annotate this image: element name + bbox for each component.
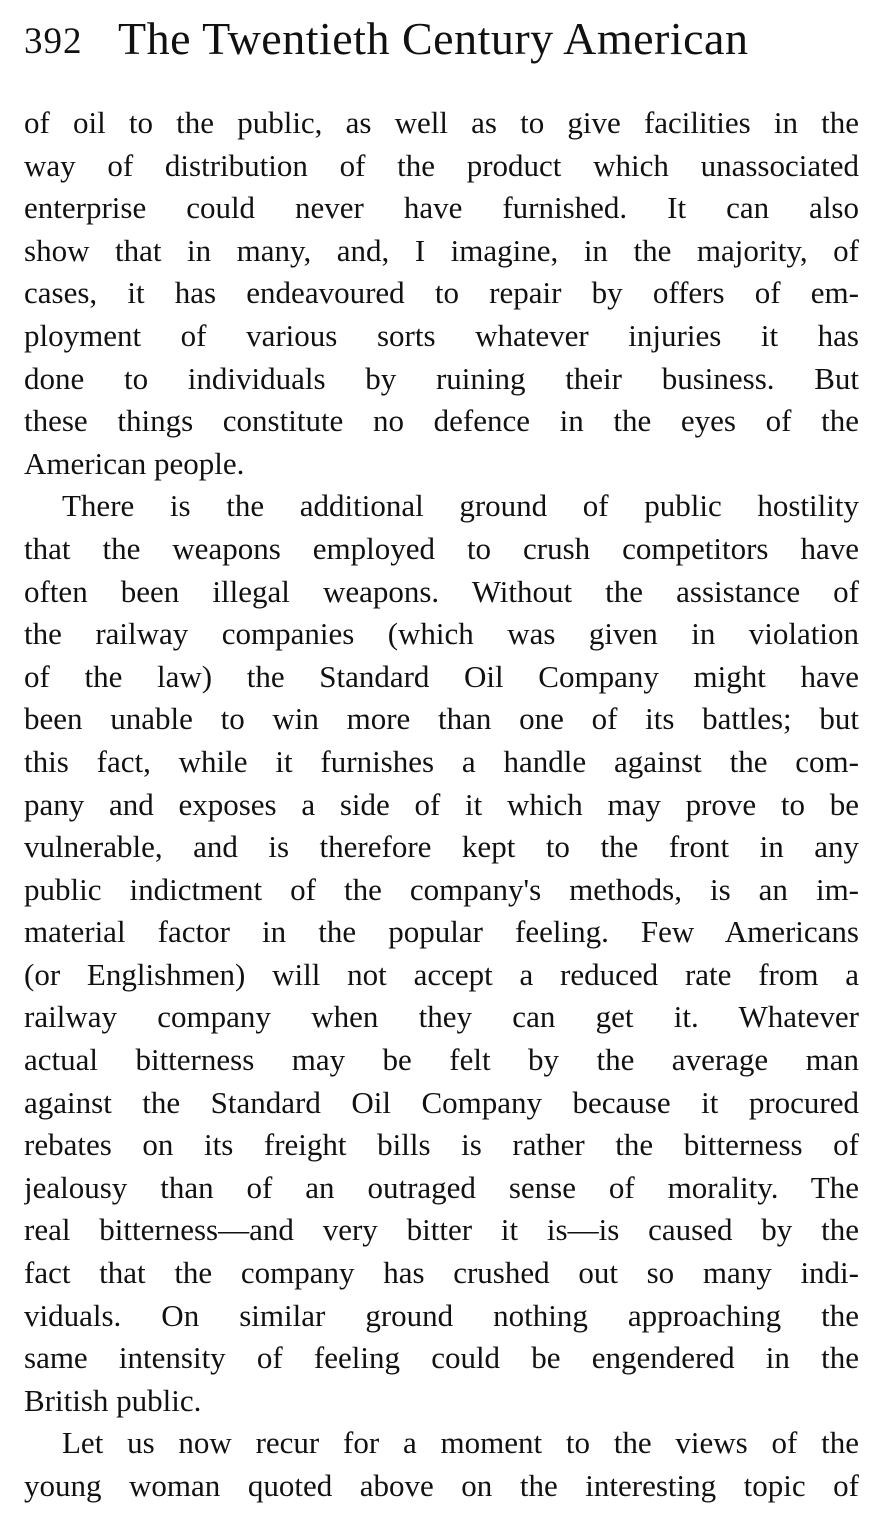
text-line: jealousy than of an outraged sense of morality. The [24, 1169, 859, 1205]
text-line: viduals. On similar ground nothing approaching the [24, 1297, 859, 1333]
running-head: The Twentieth Century American [118, 13, 749, 64]
text-line: against the Standard Oil Company because it procured [24, 1084, 859, 1120]
text-line: often been illegal weapons. Without the assistance of [24, 573, 859, 609]
text-line: same intensity of feeling could be engendered in the [24, 1340, 859, 1376]
text-line: pany and exposes a side of it which may prove to be [24, 786, 859, 822]
text-line: ployment of various sorts whatever injuries it has [24, 317, 859, 353]
text-line: this fact, while it furnishes a handle against the com- [24, 743, 859, 779]
text-line: been unable to win more than one of its battles; but [24, 701, 859, 737]
text-line: enterprise could never have furnished. It can also [24, 190, 859, 226]
text-line: cases, it has endeavoured to repair by offers of em- [24, 275, 859, 311]
text-line: these things constitute no defence in the eyes of the [24, 403, 859, 439]
page-header [24, 8, 859, 68]
text-line: actual bitterness may be felt by the average man [24, 1042, 859, 1078]
body-text [24, 102, 859, 1508]
text-line: British public. [24, 1382, 202, 1418]
text-line: of oil to the public, as well as to give facilities in the [24, 105, 859, 140]
text-line: (or Englishmen) will not accept a reduced rate from a [24, 956, 859, 992]
text-line: real bitterness—and very bitter it is—is caused by the [24, 1212, 859, 1248]
text-line: rebates on its freight bills is rather the bitterness of [24, 1127, 859, 1163]
paragraph-first-line: There is the additional ground of public hostility [62, 488, 859, 524]
text-line: young woman quoted above on the interesting topic of [24, 1468, 859, 1503]
text-line: that the weapons employed to crush competitors have [24, 530, 859, 566]
text-line: vulnerable, and is therefore kept to the front in any [24, 829, 859, 865]
paragraph-first-line: Let us now recur for a moment to the views of the [62, 1425, 859, 1461]
text-line: show that in many, and, I imagine, in the majority, of [24, 232, 859, 268]
text-line: fact that the company has crushed out so many indi- [24, 1255, 859, 1291]
text-line: American people. [24, 445, 245, 481]
text-line: the railway companies (which was given in violation [24, 616, 859, 652]
text-line: of the law) the Standard Oil Company might have [24, 658, 859, 694]
text-line: public indictment of the company's methods, is an im- [24, 871, 859, 907]
text-line: railway company when they can get it. Whatever [24, 999, 859, 1035]
text-line: material factor in the popular feeling. Few Americans [24, 914, 859, 950]
text-line: way of distribution of the product which unassociated [24, 147, 859, 183]
text-line: done to individuals by ruining their business. But [24, 360, 859, 396]
page-number: 392 [24, 21, 83, 62]
